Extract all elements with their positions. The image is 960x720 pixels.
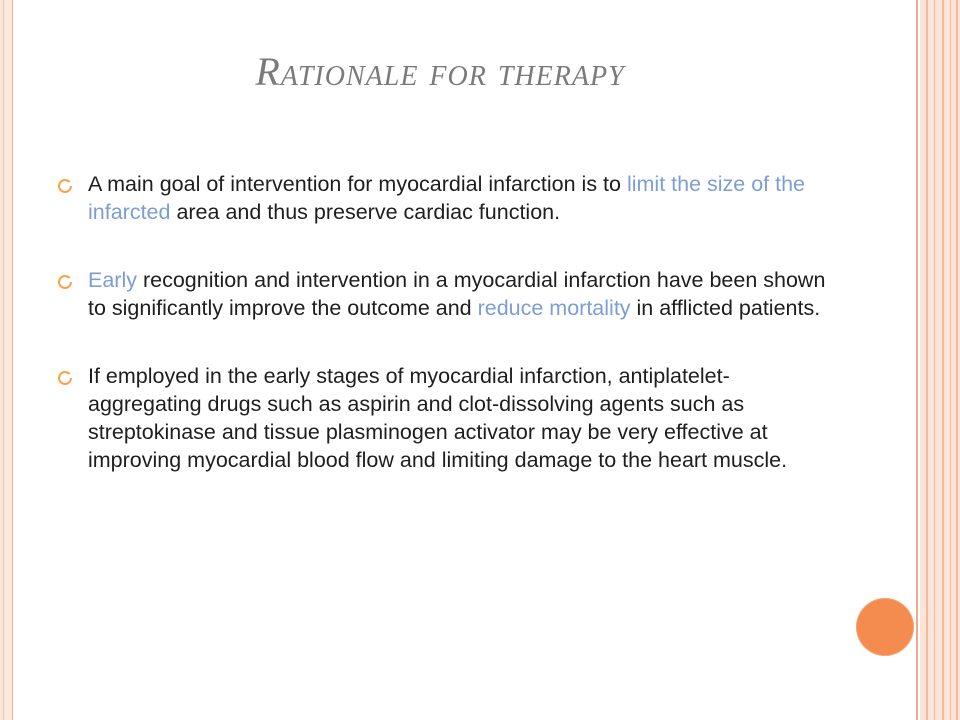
bullet-text: A main goal of intervention for myocardial infarction is to <box>88 172 627 196</box>
highlighted-text: reduce mortality <box>477 296 631 320</box>
right-panel-stripe <box>950 0 951 720</box>
right-panel-stripe <box>926 0 928 720</box>
ring-bullet-icon <box>58 275 72 289</box>
right-border-line <box>916 0 918 720</box>
highlighted-text: Early <box>88 268 137 292</box>
left-border-band <box>0 0 13 720</box>
slide-title: Rationale for therapy <box>255 49 625 94</box>
right-panel-stripe <box>942 0 944 720</box>
bullet-text: area and thus preserve cardiac function. <box>170 200 561 224</box>
left-border-line <box>3 0 4 720</box>
orange-circle-decoration <box>856 598 914 656</box>
bullet-text: in afflicted patients. <box>630 296 821 320</box>
right-panel-stripe <box>956 0 958 720</box>
bullet-item <box>58 170 838 226</box>
bullet-item <box>58 266 838 322</box>
right-panel-stripe <box>934 0 935 720</box>
bullet-list <box>58 170 838 514</box>
bullet-text: If employed in the early stages of myocardial infarction, antiplatelet-aggregating drugs such as aspirin and clot-dissolving agents such as streptokinase and tissue plasminogen activator may be very effective at improving myocardial blood flow and limiting damage to the heart muscle. <box>88 364 788 472</box>
bullet-text: recognition and intervention in a myocardial infarction have been shown to significantly improve the outcome and <box>88 268 826 320</box>
bullet-item <box>58 362 838 474</box>
ring-bullet-icon <box>58 371 72 385</box>
highlighted-text: limit the size of the infarcted <box>88 172 806 224</box>
ring-bullet-icon <box>58 179 72 193</box>
right-decorative-panel <box>920 0 960 720</box>
